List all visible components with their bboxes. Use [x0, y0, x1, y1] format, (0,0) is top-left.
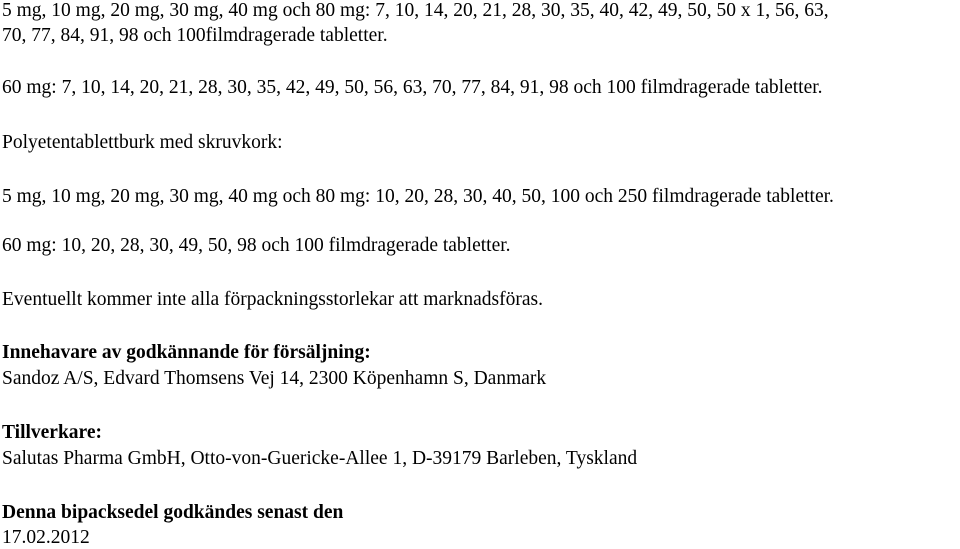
approval-heading: Denna bipacksedel godkändes senast den [2, 502, 344, 523]
pack-sizes-60mg-line: 60 mg: 7, 10, 14, 20, 21, 28, 30, 35, 42, 49, 50, 56, 63, 70, 77, 84, 91, 98 och 100 filmdragerade tabletter. [2, 77, 823, 98]
bottle-sizes-line: 5 mg, 10 mg, 20 mg, 30 mg, 40 mg och 80 mg: 10, 20, 28, 30, 40, 50, 100 och 250 filmdragerade tabletter. [2, 186, 834, 207]
manufacturer-address: Salutas Pharma GmbH, Otto-von-Guericke-Allee 1, D-39179 Barleben, Tyskland [2, 448, 638, 469]
pack-sizes-line-2: 70, 77, 84, 91, 98 och 100filmdragerade tabletter. [2, 25, 388, 46]
marketing-holder-address: Sandoz A/S, Edvard Thomsens Vej 14, 2300 Köpenhamn S, Danmark [2, 368, 547, 389]
bottle-sizes-60mg-line: 60 mg: 10, 20, 28, 30, 49, 50, 98 och 100 filmdragerade tabletter. [2, 235, 511, 256]
manufacturer-heading: Tillverkare: [2, 422, 103, 443]
bottle-heading: Polyetentablettburk med skruvkork: [2, 132, 283, 153]
marketing-holder-heading: Innehavare av godkännande för försäljning: [2, 342, 371, 363]
availability-note: Eventuellt kommer inte alla förpackningsstorlekar att marknadsföras. [2, 289, 543, 310]
approval-date: 17.02.2012 [2, 527, 90, 548]
pack-sizes-line-1: 5 mg, 10 mg, 20 mg, 30 mg, 40 mg och 80 mg: 7, 10, 14, 20, 21, 28, 30, 35, 40, 42, 49, 50, 50 x 1, 56, 63, [2, 0, 829, 21]
